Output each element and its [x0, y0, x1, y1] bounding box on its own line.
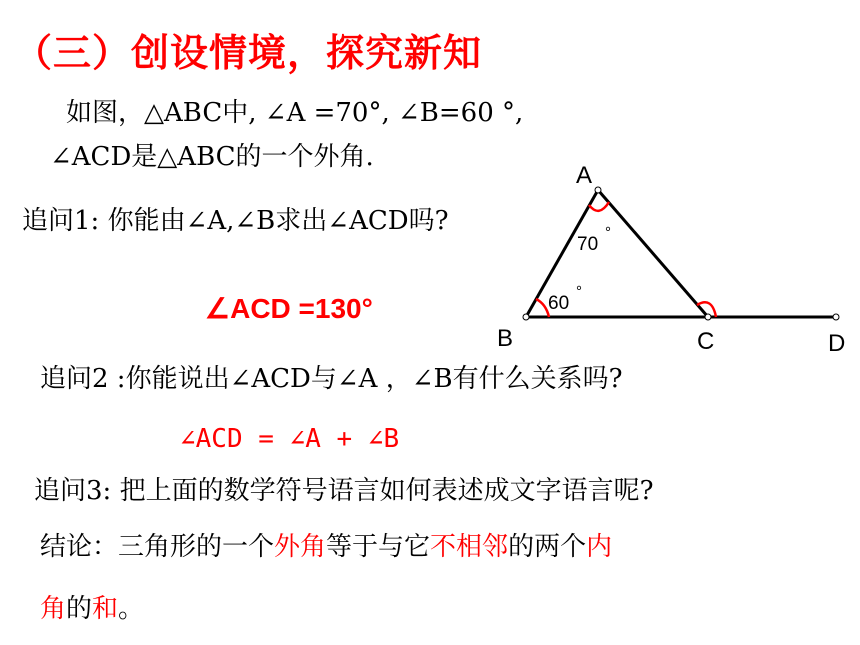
conclusion-text: 。 [118, 594, 145, 624]
angle-b-value: 60 [548, 293, 570, 314]
exterior-angle-highlight: 外角 [274, 532, 327, 562]
label-a: A [576, 162, 593, 189]
intro-line-2: ∠ACD是△ABC的一个外角. [50, 142, 374, 172]
page-title: （三）创设情境，探究新知 [14, 31, 483, 75]
point-b [523, 314, 529, 320]
non-adjacent-highlight: 不相邻 [430, 532, 509, 562]
sum-highlight: 和 [92, 594, 119, 624]
conclusion-text: 的 [66, 594, 93, 624]
answer-2: ∠ACD = ∠A + ∠B [180, 424, 400, 454]
intro-line-1: 如图，△ABC中, ∠A =70°, ∠B=60 °, [66, 98, 524, 128]
angle-b-degree: ° [576, 283, 582, 300]
interior-highlight: 角 [40, 594, 67, 624]
answer-1: ∠ACD =130° [205, 293, 373, 324]
point-c [705, 314, 711, 320]
label-c: C [697, 328, 715, 355]
angle-a-value: 70 [577, 234, 599, 255]
question-3: 追问3: 把上面的数学符号语言如何表述成文字语言呢? [34, 476, 654, 506]
question-1: 追问1: 你能由∠A,∠B求出∠ACD吗? [22, 206, 449, 236]
question-2: 追问2 :你能说出∠ACD与∠A ，∠B有什么关系吗? [40, 364, 623, 394]
point-d [833, 314, 839, 320]
label-b: B [497, 325, 514, 352]
conclusion-text: 结论：三角形的一个 [40, 532, 275, 562]
interior-highlight: 内 [586, 532, 613, 562]
label-d: D [828, 330, 846, 357]
conclusion-text: 的两个 [508, 532, 587, 562]
angle-a-degree: ° [605, 224, 611, 241]
side-ac [598, 190, 708, 317]
conclusion-text: 等于与它 [326, 532, 431, 562]
point-a [595, 187, 601, 193]
